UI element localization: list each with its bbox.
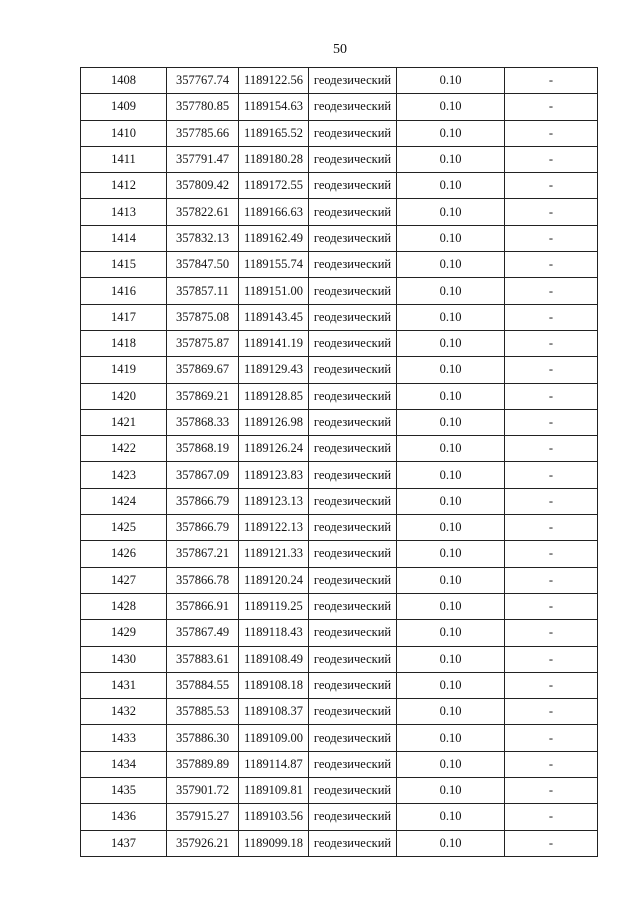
y-coordinate-cell: 1189108.49: [239, 646, 309, 672]
point-number-cell: 1412: [81, 173, 167, 199]
note-cell: -: [505, 383, 598, 409]
x-coordinate-cell: 357867.21: [167, 541, 239, 567]
table-row: [81, 225, 598, 251]
x-coordinate-cell: 357780.85: [167, 94, 239, 120]
accuracy-cell: 0.10: [397, 383, 505, 409]
accuracy-cell: 0.10: [397, 94, 505, 120]
note-cell: -: [505, 68, 598, 94]
point-number-cell: 1435: [81, 778, 167, 804]
note-cell: -: [505, 567, 598, 593]
note-cell: -: [505, 225, 598, 251]
accuracy-cell: 0.10: [397, 278, 505, 304]
table-row: [81, 252, 598, 278]
x-coordinate-cell: 357875.08: [167, 304, 239, 330]
x-coordinate-cell: 357884.55: [167, 672, 239, 698]
y-coordinate-cell: 1189126.24: [239, 436, 309, 462]
table-row: [81, 515, 598, 541]
accuracy-cell: 0.10: [397, 436, 505, 462]
x-coordinate-cell: 357869.67: [167, 357, 239, 383]
coordinates-table: [80, 67, 598, 857]
point-number-cell: 1425: [81, 515, 167, 541]
x-coordinate-cell: 357886.30: [167, 725, 239, 751]
method-cell: геодезический: [309, 725, 397, 751]
note-cell: -: [505, 94, 598, 120]
note-cell: -: [505, 541, 598, 567]
accuracy-cell: 0.10: [397, 199, 505, 225]
point-number-cell: 1432: [81, 699, 167, 725]
accuracy-cell: 0.10: [397, 672, 505, 698]
x-coordinate-cell: 357926.21: [167, 830, 239, 856]
y-coordinate-cell: 1189129.43: [239, 357, 309, 383]
table-row: [81, 593, 598, 619]
y-coordinate-cell: 1189109.00: [239, 725, 309, 751]
point-number-cell: 1434: [81, 751, 167, 777]
point-number-cell: 1414: [81, 225, 167, 251]
method-cell: геодезический: [309, 94, 397, 120]
note-cell: -: [505, 278, 598, 304]
x-coordinate-cell: 357868.33: [167, 409, 239, 435]
note-cell: -: [505, 804, 598, 830]
x-coordinate-cell: 357857.11: [167, 278, 239, 304]
accuracy-cell: 0.10: [397, 68, 505, 94]
table-row: [81, 278, 598, 304]
point-number-cell: 1415: [81, 252, 167, 278]
note-cell: -: [505, 725, 598, 751]
accuracy-cell: 0.10: [397, 593, 505, 619]
x-coordinate-cell: 357889.89: [167, 751, 239, 777]
note-cell: -: [505, 646, 598, 672]
y-coordinate-cell: 1189120.24: [239, 567, 309, 593]
y-coordinate-cell: 1189109.81: [239, 778, 309, 804]
y-coordinate-cell: 1189154.63: [239, 94, 309, 120]
x-coordinate-cell: 357867.09: [167, 462, 239, 488]
note-cell: -: [505, 120, 598, 146]
y-coordinate-cell: 1189128.85: [239, 383, 309, 409]
method-cell: геодезический: [309, 515, 397, 541]
note-cell: -: [505, 620, 598, 646]
method-cell: геодезический: [309, 699, 397, 725]
accuracy-cell: 0.10: [397, 567, 505, 593]
point-number-cell: 1433: [81, 725, 167, 751]
accuracy-cell: 0.10: [397, 620, 505, 646]
accuracy-cell: 0.10: [397, 120, 505, 146]
x-coordinate-cell: 357785.66: [167, 120, 239, 146]
note-cell: -: [505, 252, 598, 278]
point-number-cell: 1411: [81, 146, 167, 172]
accuracy-cell: 0.10: [397, 330, 505, 356]
table-row: [81, 620, 598, 646]
note-cell: -: [505, 146, 598, 172]
accuracy-cell: 0.10: [397, 751, 505, 777]
method-cell: геодезический: [309, 620, 397, 646]
method-cell: геодезический: [309, 383, 397, 409]
point-number-cell: 1422: [81, 436, 167, 462]
note-cell: -: [505, 751, 598, 777]
method-cell: геодезический: [309, 225, 397, 251]
y-coordinate-cell: 1189151.00: [239, 278, 309, 304]
accuracy-cell: 0.10: [397, 804, 505, 830]
accuracy-cell: 0.10: [397, 830, 505, 856]
method-cell: геодезический: [309, 593, 397, 619]
note-cell: -: [505, 173, 598, 199]
method-cell: геодезический: [309, 304, 397, 330]
x-coordinate-cell: 357866.79: [167, 488, 239, 514]
point-number-cell: 1420: [81, 383, 167, 409]
y-coordinate-cell: 1189119.25: [239, 593, 309, 619]
point-number-cell: 1430: [81, 646, 167, 672]
table-row: [81, 567, 598, 593]
table-row: [81, 94, 598, 120]
table-row: [81, 541, 598, 567]
method-cell: геодезический: [309, 278, 397, 304]
note-cell: -: [505, 462, 598, 488]
table-row: [81, 672, 598, 698]
method-cell: геодезический: [309, 199, 397, 225]
y-coordinate-cell: 1189118.43: [239, 620, 309, 646]
note-cell: -: [505, 488, 598, 514]
note-cell: -: [505, 699, 598, 725]
note-cell: -: [505, 330, 598, 356]
note-cell: -: [505, 409, 598, 435]
note-cell: -: [505, 778, 598, 804]
method-cell: геодезический: [309, 120, 397, 146]
y-coordinate-cell: 1189172.55: [239, 173, 309, 199]
point-number-cell: 1410: [81, 120, 167, 146]
method-cell: геодезический: [309, 68, 397, 94]
table-row: [81, 778, 598, 804]
accuracy-cell: 0.10: [397, 146, 505, 172]
method-cell: геодезический: [309, 330, 397, 356]
y-coordinate-cell: 1189114.87: [239, 751, 309, 777]
y-coordinate-cell: 1189180.28: [239, 146, 309, 172]
y-coordinate-cell: 1189103.56: [239, 804, 309, 830]
point-number-cell: 1408: [81, 68, 167, 94]
note-cell: -: [505, 515, 598, 541]
point-number-cell: 1419: [81, 357, 167, 383]
method-cell: геодезический: [309, 567, 397, 593]
table-row: [81, 68, 598, 94]
accuracy-cell: 0.10: [397, 357, 505, 383]
note-cell: -: [505, 436, 598, 462]
x-coordinate-cell: 357915.27: [167, 804, 239, 830]
method-cell: геодезический: [309, 436, 397, 462]
x-coordinate-cell: 357868.19: [167, 436, 239, 462]
accuracy-cell: 0.10: [397, 541, 505, 567]
x-coordinate-cell: 357822.61: [167, 199, 239, 225]
table-row: [81, 330, 598, 356]
method-cell: геодезический: [309, 462, 397, 488]
x-coordinate-cell: 357885.53: [167, 699, 239, 725]
x-coordinate-cell: 357791.47: [167, 146, 239, 172]
accuracy-cell: 0.10: [397, 699, 505, 725]
point-number-cell: 1429: [81, 620, 167, 646]
y-coordinate-cell: 1189121.33: [239, 541, 309, 567]
accuracy-cell: 0.10: [397, 252, 505, 278]
point-number-cell: 1428: [81, 593, 167, 619]
y-coordinate-cell: 1189123.13: [239, 488, 309, 514]
accuracy-cell: 0.10: [397, 173, 505, 199]
x-coordinate-cell: 357866.79: [167, 515, 239, 541]
x-coordinate-cell: 357847.50: [167, 252, 239, 278]
point-number-cell: 1427: [81, 567, 167, 593]
x-coordinate-cell: 357901.72: [167, 778, 239, 804]
y-coordinate-cell: 1189122.13: [239, 515, 309, 541]
table-row: [81, 383, 598, 409]
accuracy-cell: 0.10: [397, 462, 505, 488]
point-number-cell: 1436: [81, 804, 167, 830]
table-row: [81, 462, 598, 488]
method-cell: геодезический: [309, 252, 397, 278]
point-number-cell: 1421: [81, 409, 167, 435]
point-number-cell: 1426: [81, 541, 167, 567]
table-row: [81, 436, 598, 462]
x-coordinate-cell: 357867.49: [167, 620, 239, 646]
method-cell: геодезический: [309, 357, 397, 383]
point-number-cell: 1409: [81, 94, 167, 120]
point-number-cell: 1418: [81, 330, 167, 356]
table-row: [81, 699, 598, 725]
table-row: [81, 304, 598, 330]
y-coordinate-cell: 1189165.52: [239, 120, 309, 146]
y-coordinate-cell: 1189099.18: [239, 830, 309, 856]
point-number-cell: 1424: [81, 488, 167, 514]
table-row: [81, 751, 598, 777]
method-cell: геодезический: [309, 804, 397, 830]
table-row: [81, 409, 598, 435]
y-coordinate-cell: 1189143.45: [239, 304, 309, 330]
method-cell: геодезический: [309, 541, 397, 567]
x-coordinate-cell: 357883.61: [167, 646, 239, 672]
method-cell: геодезический: [309, 751, 397, 777]
x-coordinate-cell: 357832.13: [167, 225, 239, 251]
table-row: [81, 357, 598, 383]
point-number-cell: 1423: [81, 462, 167, 488]
note-cell: -: [505, 830, 598, 856]
y-coordinate-cell: 1189155.74: [239, 252, 309, 278]
accuracy-cell: 0.10: [397, 225, 505, 251]
method-cell: геодезический: [309, 672, 397, 698]
accuracy-cell: 0.10: [397, 725, 505, 751]
x-coordinate-cell: 357869.21: [167, 383, 239, 409]
table-row: [81, 120, 598, 146]
note-cell: -: [505, 357, 598, 383]
note-cell: -: [505, 593, 598, 619]
table-row: [81, 725, 598, 751]
method-cell: геодезический: [309, 778, 397, 804]
y-coordinate-cell: 1189126.98: [239, 409, 309, 435]
table-row: [81, 646, 598, 672]
table-row: [81, 173, 598, 199]
point-number-cell: 1437: [81, 830, 167, 856]
x-coordinate-cell: 357866.78: [167, 567, 239, 593]
note-cell: -: [505, 304, 598, 330]
method-cell: геодезический: [309, 146, 397, 172]
page-number: 50: [333, 42, 347, 57]
x-coordinate-cell: 357866.91: [167, 593, 239, 619]
table-row: [81, 804, 598, 830]
point-number-cell: 1431: [81, 672, 167, 698]
point-number-cell: 1417: [81, 304, 167, 330]
y-coordinate-cell: 1189108.18: [239, 672, 309, 698]
table-row: [81, 830, 598, 856]
y-coordinate-cell: 1189166.63: [239, 199, 309, 225]
y-coordinate-cell: 1189141.19: [239, 330, 309, 356]
y-coordinate-cell: 1189162.49: [239, 225, 309, 251]
method-cell: геодезический: [309, 646, 397, 672]
x-coordinate-cell: 357809.42: [167, 173, 239, 199]
table-row: [81, 146, 598, 172]
table-row: [81, 488, 598, 514]
method-cell: геодезический: [309, 488, 397, 514]
note-cell: -: [505, 672, 598, 698]
y-coordinate-cell: 1189122.56: [239, 68, 309, 94]
x-coordinate-cell: 357767.74: [167, 68, 239, 94]
method-cell: геодезический: [309, 830, 397, 856]
accuracy-cell: 0.10: [397, 515, 505, 541]
x-coordinate-cell: 357875.87: [167, 330, 239, 356]
y-coordinate-cell: 1189108.37: [239, 699, 309, 725]
accuracy-cell: 0.10: [397, 304, 505, 330]
point-number-cell: 1413: [81, 199, 167, 225]
y-coordinate-cell: 1189123.83: [239, 462, 309, 488]
note-cell: -: [505, 199, 598, 225]
method-cell: геодезический: [309, 409, 397, 435]
point-number-cell: 1416: [81, 278, 167, 304]
method-cell: геодезический: [309, 173, 397, 199]
accuracy-cell: 0.10: [397, 488, 505, 514]
accuracy-cell: 0.10: [397, 646, 505, 672]
accuracy-cell: 0.10: [397, 409, 505, 435]
table-row: [81, 199, 598, 225]
accuracy-cell: 0.10: [397, 778, 505, 804]
